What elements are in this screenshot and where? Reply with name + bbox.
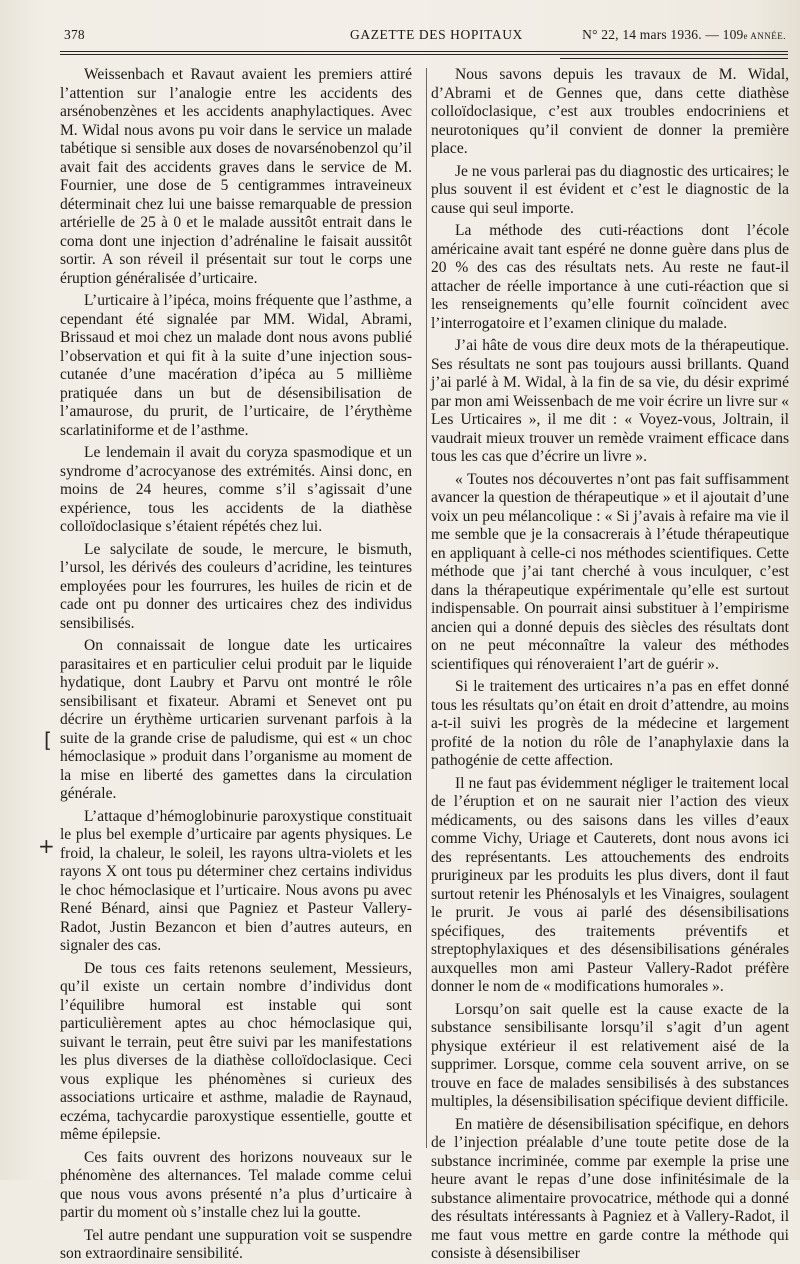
paragraph: On connaissait de longue date les urticaires parasitaires et en particulier celui produit par le liquide hydatique, dont Laubry et Parvu ont montré le rôle sensibilisant et fixateur. Abrami et Senevet ont pu décrire un érythème urticarien survenant parfois à la suite de la grande crise de paludisme, qui est « un choc hémoclasique » produit dans l’organisme au moment de la mise en liberté des gamettes dans la circulation générale. — [60, 637, 412, 802]
issue-date: N° 22, 14 mars 1936. — 109 — [582, 27, 744, 42]
paragraph: « Toutes nos découvertes n’ont pas fait suffisamment avancer la question de thérapeutique » et il ajoutait d’une voix un peu mélancolique : « Si j’avais à refaire ma vie il me semble que je la consacrerais à l’étude thérapeutique en appliquant à celle-ci nos méthodes scientifiques. Cette méthode que j’ai tant cherché à vous inculquer, c’est dans la thérapeutique expérimentale qu’elle est surtout indispensable. On pourrait ainsi substituer à l’empirisme ancien qui a donné depuis des siècles des résultats dont on ne peut méconnaître la valeur des méthodes scientifiques qui rénoveraient l’art de guérir ». — [431, 470, 789, 673]
paragraph: L’attaque d’hémoglobinurie paroxystique constituait le plus bel exemple d’urticaire par agents physiques. Le froid, la chaleur, le soleil, les rayons ultra-violets et les rayons X ont tous pu déterminer chez certains individus le choc hémoclasique et l’urticaire. Nous avons pu avec René Bénard, ainsi que Pagniez et Pasteur Vallery-Radot, Justin Bezancon et bien d’autres auteurs, en signaler des cas. — [60, 807, 412, 954]
paragraph: Weissenbach et Ravaut avaient les premiers attiré l’attention sur l’analogie entre les accidents des arsénobenzènes et les accidents anaphylactiques. Avec M. Widal nous avons pu voir dans le service un malade tabétique si sensible aux doses de novarsénobenzol qu’il avait fait des accidents graves dans le service de M. Fournier, une dose de 5 centigrammes intraveineux déterminait chez lui une baisse remarquable de pression artérielle de 25 à 0 et le malade aussitôt entrait dans le coma dont une injection d’adrénaline le faisait aussitôt sortir. A son réveil il présentait sur tout le corps une éruption généralisée d’urticaire. — [60, 66, 412, 287]
paragraph: Je ne vous parlerai pas du diagnostic des urticaires; le plus souvent il est évident et c’est le diagnostic de la cause qui seul importe. — [431, 162, 789, 217]
right-column — [431, 66, 789, 1264]
paragraph: Lorsqu’on sait quelle est la cause exacte de la substance sensibilisante lorsqu’il s’agit d’un agent physique extérieur il est relativement aisé de la supprimer. Lorsque, comme cela souvent arrive, on se trouve en face de malades sensibilisés à des substances multiples, la désensibilisation spécifique devient difficile. — [431, 1000, 789, 1110]
paragraph: Si le traitement des urticaires n’a pas en effet donné tous les résultats qu’on était en droit d’attendre, au moins a-t-il suivi les progrès de la médecine et largement profité de la notion du rôle de l’anaphylaxie dans la pathogénie de cette affection. — [431, 678, 789, 769]
paragraph: En matière de désensibilisation spécifique, en dehors de l’injection préalable d’une toute petite dose de la substance incriminée, comme par exemple la prise une heure avant le repas d’une dose infinitésimale de la substance alimentaire provocatrice, méthode qui a donné des résultats intéressants à Pagniez et à Vallery-Radot, il me faut vous mettre en garde contre la méthode qui consiste à désensibiliser — [431, 1115, 789, 1262]
paragraph: Tel autre pendant une suppuration voit se suspendre son extraordinaire sensibilité. — [60, 1226, 412, 1262]
page-number: 378 — [64, 27, 85, 42]
header-rule — [60, 51, 788, 52]
journal-title: GAZETTE DES HOPITAUX — [350, 27, 523, 42]
paragraph: J’ai hâte de vous dire deux mots de la thérapeutique. Ses résultats ne sont pas toujours aussi brillants. Quand j’ai parlé à M. Widal, à la fin de sa vie, du désir exprimé par mon ami Weissenbach de me voir écrire un livre sur « Les Urticaires », il me dit : « Voyez-vous, Joltrain, il vaudrait mieux trouver un remède vraiment efficace dans tous les cas que d’écrire un livre ». — [431, 337, 789, 465]
left-column — [60, 66, 412, 1264]
paragraph: De tous ces faits retenons seulement, Messieurs, qu’il existe un certain nombre d’individus dont l’équilibre humoral est instable qui sont particulièrement aptes au choc hémoclasique qui, suivant le terrain, peut être suivi par les manifestations les plus diverses de la diathèse colloïdoclasique. Ceci vous explique les phénomènes si curieux des associations urticaire et asthme, maladie de Raynaud, eczéma, tachycardie paroxystique essentielle, goutte et même épilepsie. — [60, 959, 412, 1143]
column-separator — [426, 68, 427, 1148]
margin-bracket-mark: [ — [44, 728, 52, 752]
issue-year: e ANNÉE. — [743, 31, 786, 41]
header-rule-double — [60, 54, 788, 55]
margin-cross-mark: + — [38, 834, 55, 858]
paragraph: Nous savons depuis les travaux de M. Widal, d’Abrami et de Gennes que, dans cette diathèse colloïdoclasique, c’est aux troubles endocriniens et neurotoniques qu’il convient de donner la première place. — [431, 66, 789, 157]
paragraph: Le lendemain il avait du coryza spasmodique et un syndrome d’acrocyanose des extrémités. Ainsi donc, en moins de 24 heures, comme s’il s’agissait d’une expérience, tous les accidents de la diathèse colloïdoclasique s’étaient répétés chez lui. — [60, 444, 412, 535]
issue-info — [582, 27, 786, 43]
paragraph: L’urticaire à l’ipéca, moins fréquente que l’asthme, a cependant été signalée par MM. Widal, Abrami, Brissaud et moi chez un malade dont nous avons publié l’observation et qui fit à la suite d’une injection sous-cutanée d’une macération d’ipéca au 5 millième pratiquée dans un but de désensibilisation de l’amaurose, du prurit, de l’urticaire, de l’érythème scarlatiniforme et de l’asthme. — [60, 292, 412, 439]
paragraph: Ces faits ouvrent des horizons nouveaux sur le phénomène des alternances. Tel malade comme celui que nous vous avons présenté n’a plus d’urticaire à partir du moment où s’installe chez lui la goutte. — [60, 1148, 412, 1221]
page-header — [64, 27, 786, 49]
paragraph: La méthode des cuti-réactions dont l’école américaine avait tant espéré ne donne guère dans plus de 20 % des cas des résultats nets. Au reste ne faut-il attacher de réelle importance à une cuti-réaction que si les renseignements qu’elle fournit coïncident avec l’interrogatoire et l’examen clinique du malade. — [431, 222, 789, 332]
paragraph: Il ne faut pas évidemment négliger le traitement local de l’éruption et on ne saurait nier l’action des vieux médicaments, ou des saisons dans les villes d’eaux comme Vichy, Uriage et Cauterets, dont nous avons ici des représentants. Les attouchements des endroits prurigineux par les produits les plus divers, dont il faut surtout retenir les Phénosalyls et les Vinaigres, soulagent le prurit. Je vous ai parlé des désensibilisations spécifiques, des traitements préventifs et streptophylaxiques et des désensibilisations générales auxquelles mon ami Pasteur Vallery-Radot préfère donner le nom de « modifications humorales ». — [431, 774, 789, 995]
paragraph: Le salycilate de soude, le mercure, le bismuth, l’ursol, les dérivés des couleurs d’acridine, les teintures employées pour les fourrures, les huiles de ricin et de cade ont pu donner des urticaires chez des individus sensibilisés. — [60, 540, 412, 632]
header-rule-short — [560, 58, 788, 59]
